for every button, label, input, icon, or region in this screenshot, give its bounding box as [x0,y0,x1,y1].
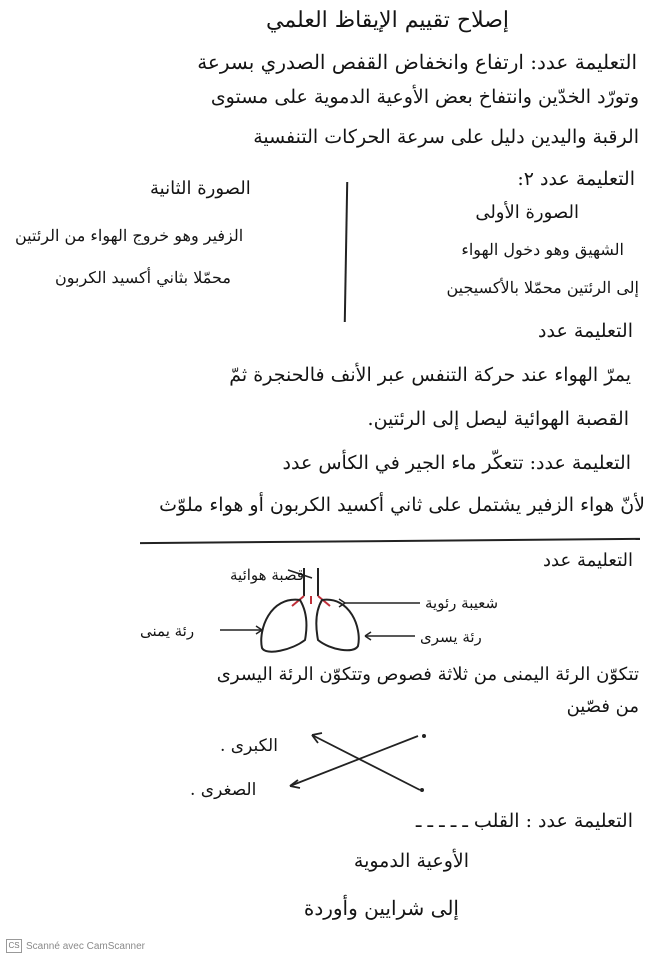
answer5-line1: تتكوّن الرئة اليمنى من ثلاثة فصوص وتتكوّن الرئة اليسرى [216,664,639,685]
scanner-watermark [6,939,145,953]
answer6-line3: إلى شرايين وأوردة [303,896,459,920]
scanner-text: Scanné avec CamScanner [26,940,145,952]
camscanner-logo: CS [6,939,22,953]
label-right-lung: رئة يمنى [140,622,195,640]
image2-line1: الزفير وهو خروج الهواء من الرئتين [15,226,244,245]
image1-heading: الصورة الأولى [475,202,579,223]
label-left-lung: رئة يسرى [420,628,482,646]
answer1-line3: الرقبة واليدين دليل على سرعة الحركات التنفسية [253,126,639,148]
answer2-label: التعليمة عدد ٢: [517,168,635,190]
answer6-line2: الأوعية الدموية [353,850,469,872]
label-bronchi: شعيبة رئوية [425,594,499,612]
answer4-line1: التعليمة عدد: تتعكّر ماء الجير في الكأس عدد [282,452,631,474]
image1-line2: إلى الرئتين محمّلا بالأكسيجين [446,278,639,297]
answer3-line2: القصبة الهوائية ليصل إلى الرئتين. [367,408,629,430]
answer4-line2: لأنّ هواء الزفير يشتمل على ثاني أكسيد الكربون أو هواء ملوّث [159,494,645,516]
document-title: إصلاح تقييم الإيقاظ العلمي [266,8,509,33]
label-trachea: قصبة هوائية [230,566,305,584]
answer1-line2: وتورّد الخدّين وانتفاخ بعض الأوعية الدموية على مستوى [210,86,639,108]
answer5-label: التعليمة عدد [543,550,633,571]
answer5-line2: من فصّين [566,696,639,717]
answer6-line1: التعليمة عدد : القلب ـ ـ ـ ـ ـ [415,810,633,832]
answer3-line1: يمرّ الهواء عند حركة التنفس عبر الأنف فالحنجرة ثمّ [229,364,631,386]
match-big: الكبرى . [220,736,278,756]
match-small: الصغرى . [190,780,257,800]
image2-heading: الصورة الثانية [150,178,251,199]
image1-line1: الشهيق وهو دخول الهواء [461,240,624,259]
image2-line2: محمّلا بثاني أكسيد الكربون [55,268,231,287]
answer1-line1: التعليمة عدد: ارتفاع وانخفاض القفص الصدري بسرعة [197,50,637,74]
answer3-label: التعليمة عدد [538,320,633,342]
